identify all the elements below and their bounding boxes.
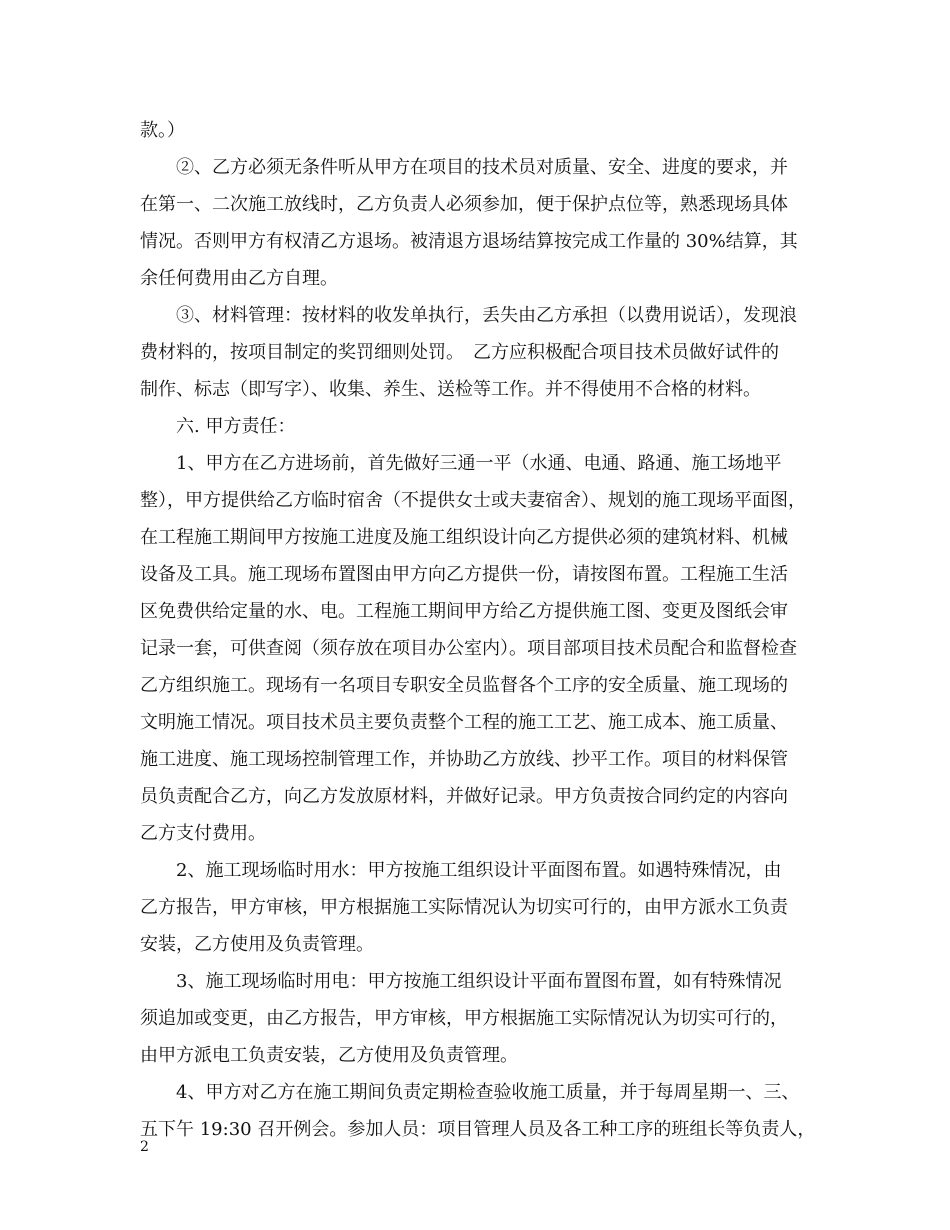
text-line: 4、甲方对乙方在施工期间负责定期检查验收施工质量，并于每周星期一、三、 <box>176 1082 800 1103</box>
text-line: 2、施工现场临时用水：甲方按施工组织设计平面图布置。如遇特殊情况，由 <box>176 860 782 881</box>
text-line: 在工程施工期间甲方按施工进度及施工组织设计向乙方提供必须的建筑材料、机械 <box>140 527 788 548</box>
text-line: ②、乙方必须无条件听从甲方在项目的技术员对质量、安全、进度的要求，并 <box>176 157 788 178</box>
text-line: 员负责配合乙方，向乙方发放原材料，并做好记录。甲方负责按合同约定的内容向 <box>140 786 788 807</box>
text-line: 在第一、二次施工放线时，乙方负责人必须参加，便于保护点位等，熟悉现场具体 <box>140 194 788 215</box>
text-line: 由甲方派电工负责安装，乙方使用及负责管理。 <box>140 1045 518 1066</box>
text-line: 乙方支付费用。 <box>140 823 266 844</box>
text-line: 乙方报告，甲方审核，甲方根据施工实际情况认为切实可行的，由甲方派水工负责 <box>140 897 788 918</box>
text-line: 费材料的，按项目制定的奖罚细则处罚。 乙方应积极配合项目技术员做好试件的 <box>140 342 779 363</box>
text-line: 制作、标志（即写字）、收集、养生、送检等工作。并不得使用不合格的材料。 <box>140 379 761 400</box>
text-line: 安装，乙方使用及负责管理。 <box>140 934 374 955</box>
text-line: ③、材料管理：按材料的收发单执行，丢失由乙方承担（以费用说话），发现浪 <box>176 305 797 326</box>
text-line: 整），甲方提供给乙方临时宿舍（不提供女士或夫妻宿舍）、规划的施工现场平面图， <box>140 490 806 511</box>
text-line: 余任何费用由乙方自理。 <box>140 268 338 289</box>
text-line: 区免费供给定量的水、电。工程施工期间甲方给乙方提供施工图、变更及图纸会审 <box>140 601 788 622</box>
section-heading: 六. 甲方责任： <box>176 416 296 437</box>
page-number: 2 <box>140 1139 149 1155</box>
text-line: 乙方组织施工。现场有一名项目专职安全员监督各个工序的安全质量、施工现场的 <box>140 675 788 696</box>
text-line: 设备及工具。施工现场布置图由甲方向乙方提供一份，请按图布置。工程施工生活 <box>140 564 788 585</box>
text-line: 款。） <box>140 120 185 141</box>
text-line: 文明施工情况。项目技术员主要负责整个工程的施工工艺、施工成本、施工质量、 <box>140 712 788 733</box>
text-line: 3、施工现场临时用电：甲方按施工组织设计平面布置图布置，如有特殊情况 <box>176 971 782 992</box>
text-line: 记录一套，可供查阅（须存放在项目办公室内）。项目部项目技术员配合和监督检查 <box>140 638 797 659</box>
text-line: 1、甲方在乙方进场前，首先做好三通一平（水通、电通、路通、施工场地平 <box>176 453 782 474</box>
text-line: 五下午 19:30 召开例会。参加人员：项目管理人员及各工种工序的班组长等负责人， <box>140 1119 816 1140</box>
text-line: 情况。否则甲方有权清乙方退场。被清退方退场结算按完成工作量的 30%结算，其 <box>140 231 798 252</box>
text-line: 须追加或变更，由乙方报告，甲方审核，甲方根据施工实际情况认为切实可行的， <box>140 1008 788 1029</box>
text-line: 施工进度、施工现场控制管理工作，并协助乙方放线、抄平工作。项目的材料保管 <box>140 749 788 770</box>
